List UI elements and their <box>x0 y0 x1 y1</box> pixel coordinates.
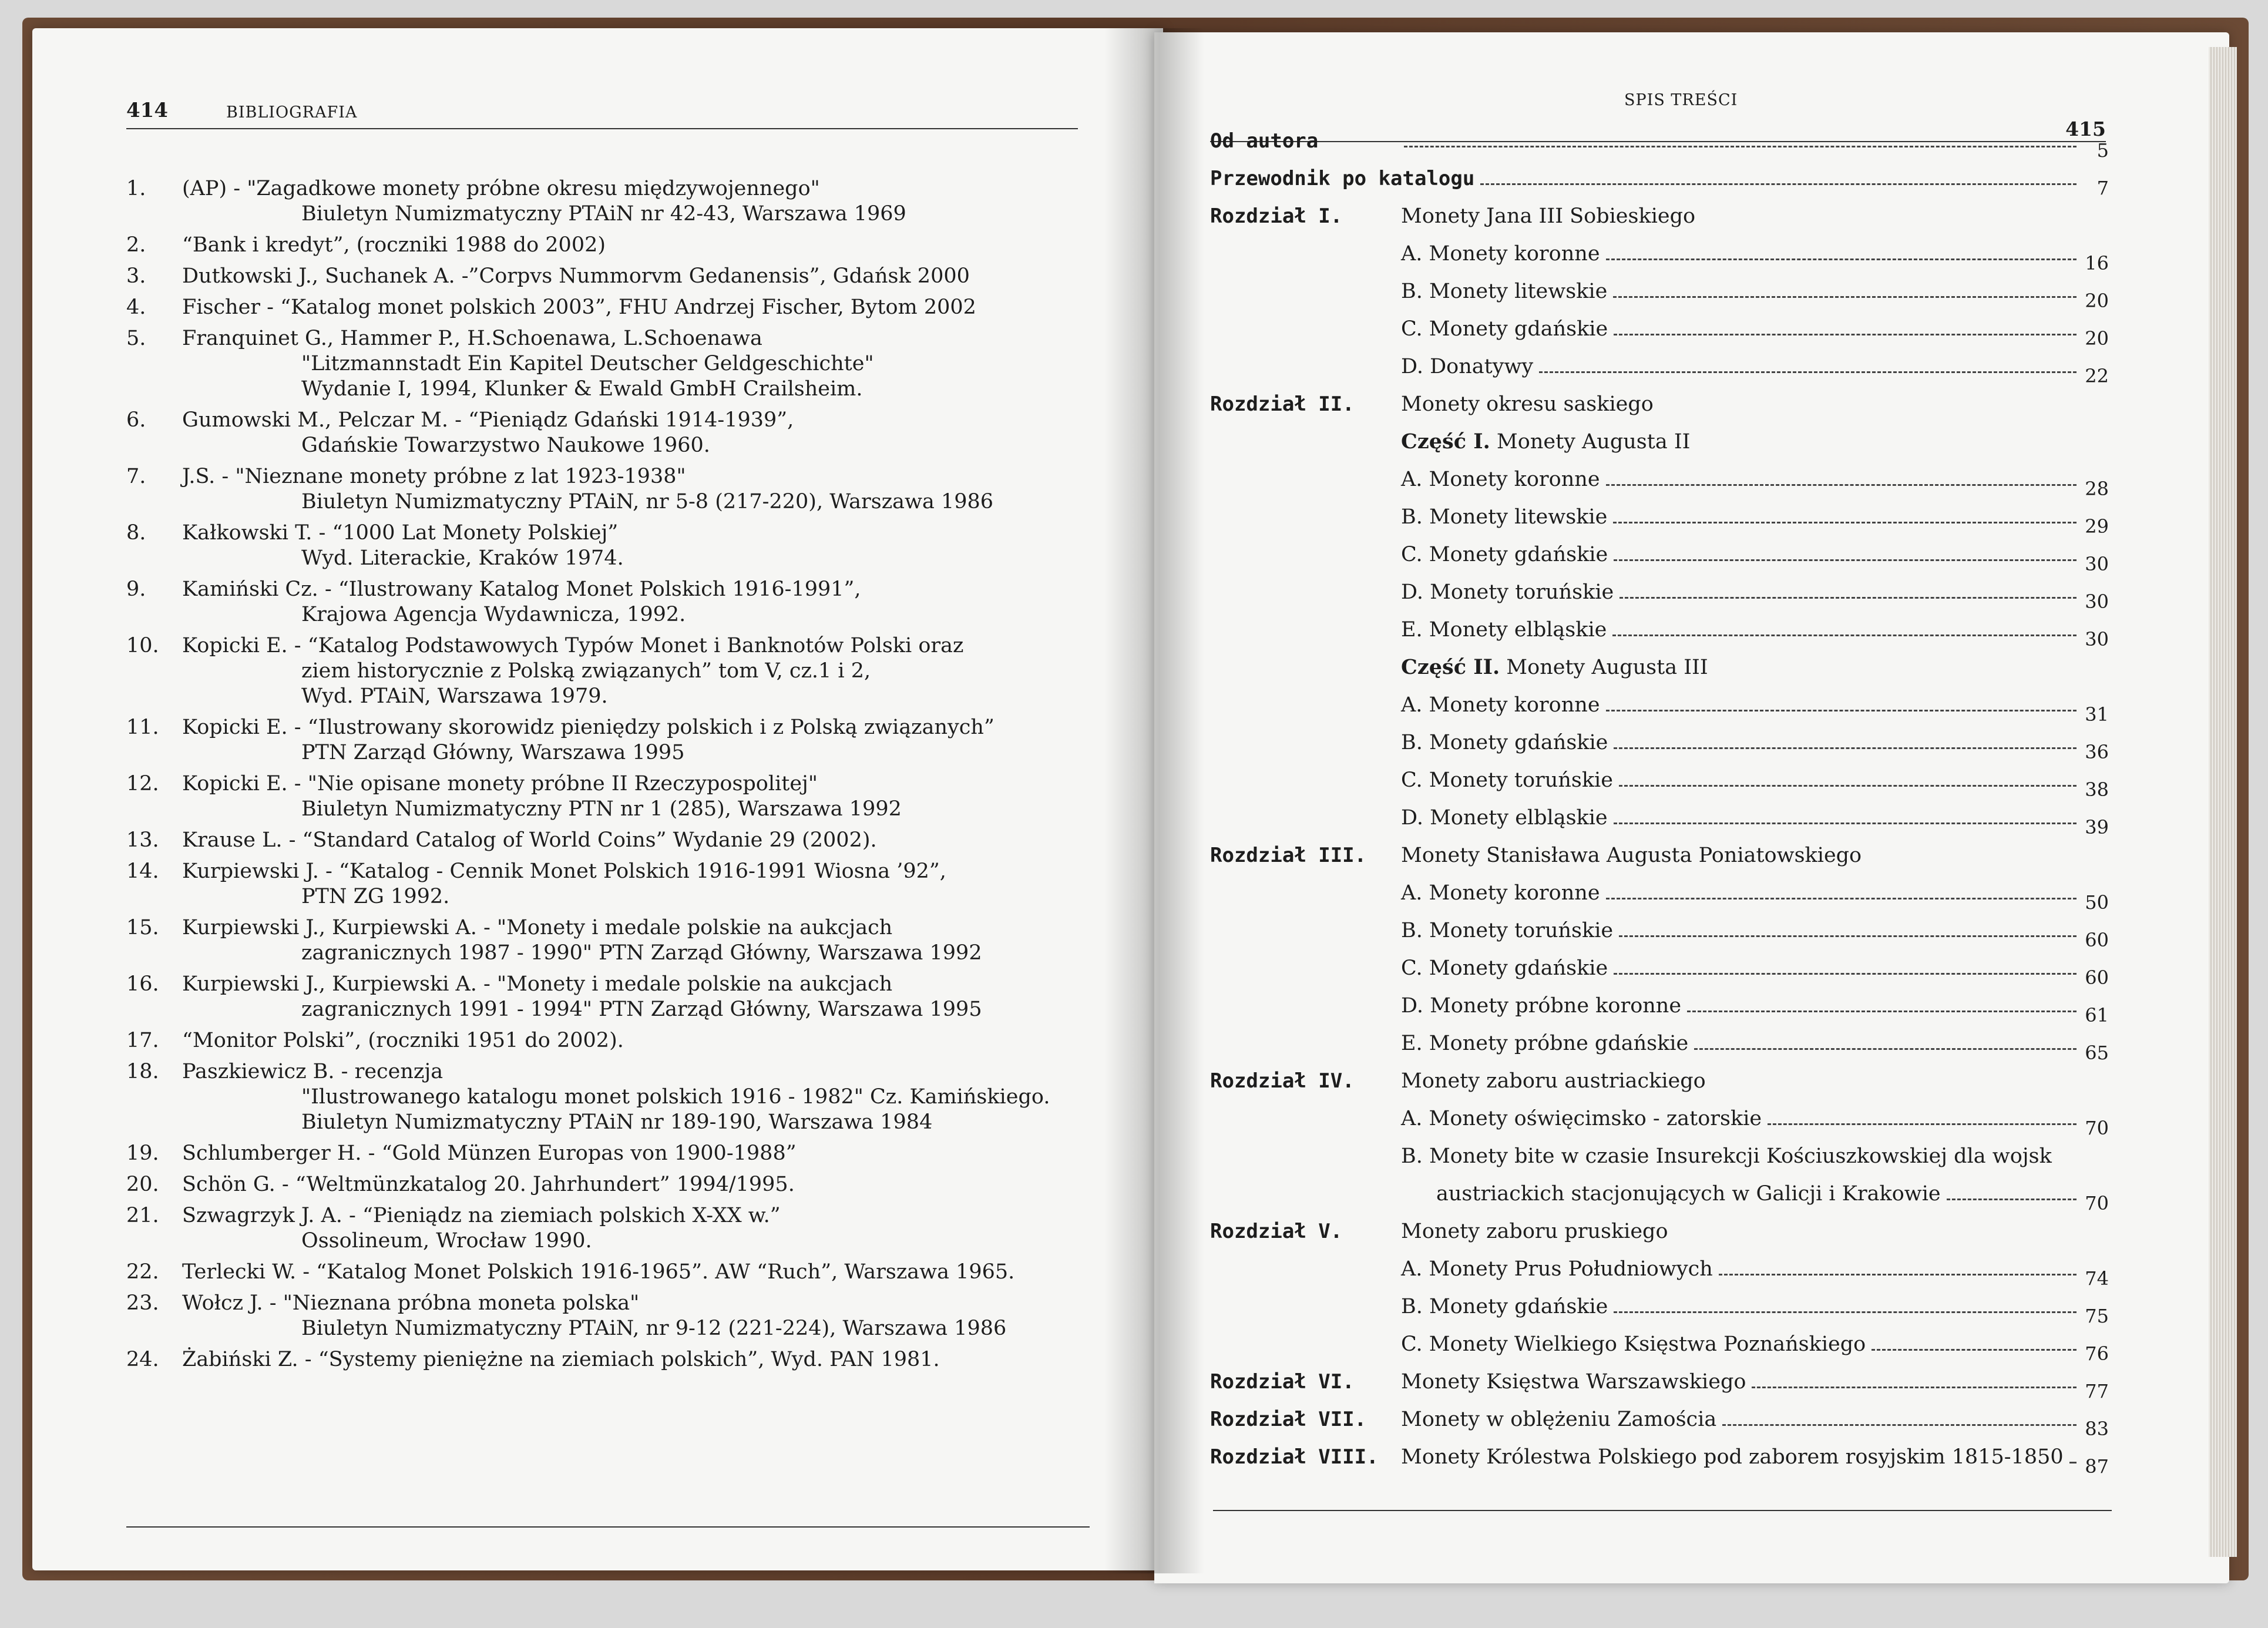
toc-row <box>1210 837 2109 874</box>
toc-row <box>1210 686 2109 724</box>
toc-entry-text <box>1401 1137 2052 1175</box>
toc-dot-leader <box>2069 1462 2077 1463</box>
entry-text: J.S. - "Nieznane monety próbne z lat 1923-1938" <box>182 465 686 488</box>
bibliography-entry <box>126 972 1096 1022</box>
toc-row <box>1210 761 2109 799</box>
toc-chapter-label: Rozdział II. <box>1210 392 1355 416</box>
bibliography-entry <box>126 1028 1096 1053</box>
toc-chapter-label: Rozdział VIII. <box>1210 1445 1379 1469</box>
toc-page-number: 87 <box>2085 1455 2109 1478</box>
toc-entry-text <box>1401 987 1681 1025</box>
bibliography-entry <box>126 915 1096 966</box>
toc-dot-leader <box>1947 1199 2077 1200</box>
toc-entry-title: B. Monety toruńskie <box>1401 919 1614 942</box>
toc-entry-title: A. Monety koronne <box>1401 468 1600 491</box>
toc-row <box>1210 1438 2109 1476</box>
toc-row <box>1210 461 2109 498</box>
toc-part-label: Część II. <box>1401 655 1500 679</box>
toc-row <box>1210 423 2109 461</box>
entry-text-continued: Biuletyn Numizmatyczny PTAiN, nr 5-8 (217-220), Warszawa 1986 <box>301 490 994 513</box>
toc-entry-title: A. Monety Prus Południowych <box>1401 1257 1713 1281</box>
toc-page-number: 29 <box>2085 515 2109 538</box>
toc-dot-leader <box>1719 1274 2077 1275</box>
toc-entry-title: Monety Jana III Sobieskiego <box>1401 204 1696 228</box>
toc-entry-title: Monety okresu saskiego <box>1401 392 1654 416</box>
toc-entry-text <box>1401 949 1608 987</box>
toc-entry-title: Monety Augusta II <box>1496 430 1691 454</box>
bibliography-entry <box>126 233 1096 258</box>
toc-dot-leader <box>1619 785 2077 787</box>
toc-entry-title: B. Monety gdańskie <box>1401 1295 1608 1318</box>
toc-entry-title: D. Monety próbne koronne <box>1401 994 1682 1018</box>
toc-entry-text <box>1401 573 1614 611</box>
entry-number: 9. <box>126 578 146 601</box>
toc-entry-title: D. Monety toruńskie <box>1401 580 1614 604</box>
entry-text-continued: Gdańskie Towarzystwo Naukowe 1960. <box>301 434 710 457</box>
bibliography-entry <box>126 176 1096 227</box>
toc-dot-leader <box>1613 522 2077 523</box>
toc-row <box>1210 649 2109 686</box>
toc-dot-leader <box>1606 259 2077 260</box>
entry-text-continued: Wyd. Literackie, Kraków 1974. <box>301 546 624 570</box>
toc-dot-leader <box>1687 1011 2077 1012</box>
toc-entry-title: E. Monety próbne gdańskie <box>1401 1032 1689 1055</box>
toc-dot-leader <box>1752 1387 2077 1388</box>
entry-text-continued: ziem historycznie z Polską związanych” tom V, cz.1 i 2, <box>301 659 871 683</box>
toc-row <box>1210 385 2109 423</box>
toc-entry-title: Monety Augusta III <box>1506 656 1708 679</box>
right-page-number: 415 <box>2065 118 2106 140</box>
entry-text: Schön G. - “Weltmünzkatalog 20. Jahrhundert” 1994/1995. <box>182 1173 795 1196</box>
toc-page-number: 60 <box>2085 966 2109 989</box>
entry-text: “Monitor Polski”, (roczniki 1951 do 2002). <box>182 1029 624 1052</box>
toc-part-label: Część I. <box>1401 429 1490 454</box>
toc-entry-title: C. Monety Wielkiego Księstwa Poznańskiego <box>1401 1332 1866 1356</box>
right-page-title: SPIS TREŚCI <box>1624 91 1738 109</box>
toc-page-number: 70 <box>2085 1192 2109 1214</box>
toc-page-number: 16 <box>2085 252 2109 274</box>
toc-page-number: 36 <box>2085 741 2109 763</box>
toc-entry-title: A. Monety koronne <box>1401 693 1600 717</box>
toc-dot-leader <box>1480 183 2077 185</box>
toc-dot-leader <box>1613 296 2077 298</box>
entry-text: Szwagrzyk J. A. - “Pieniądz na ziemiach polskich X-XX w.” <box>182 1204 781 1227</box>
toc-page-number: 30 <box>2085 590 2109 613</box>
entry-number: 10. <box>126 634 159 657</box>
toc-row <box>1210 573 2109 611</box>
toc-entry-text <box>1401 837 1862 874</box>
toc-row <box>1210 1363 2109 1401</box>
entry-text: Gumowski M., Pelczar M. - “Pieniądz Gdański 1914-1939”, <box>182 408 794 432</box>
toc-dot-leader <box>1722 1424 2077 1426</box>
toc-dot-leader <box>1614 559 2077 561</box>
entry-number: 5. <box>126 327 146 350</box>
entry-text-continued: Biuletyn Numizmatyczny PTAiN nr 189-190, Warszawa 1984 <box>301 1110 933 1134</box>
toc-chapter-label: Rozdział I. <box>1210 204 1343 228</box>
entry-number: 7. <box>126 465 146 488</box>
toc-page-number: 70 <box>2085 1117 2109 1139</box>
left-footer-rule <box>126 1526 1090 1528</box>
toc-entry-title: Monety Królestwa Polskiego pod zaborem rosyjskim 1815-1850 <box>1401 1445 2064 1469</box>
toc-dot-leader <box>1612 635 2077 636</box>
toc-dot-leader <box>1614 973 2077 975</box>
toc-page-number: 38 <box>2085 778 2109 801</box>
toc-entry-title: E. Monety elbląskie <box>1401 618 1607 642</box>
toc-chapter-label: Rozdział VI. <box>1210 1370 1355 1394</box>
toc-entry-title: B. Monety gdańskie <box>1401 731 1608 754</box>
entry-text: Kałkowski T. - “1000 Lat Monety Polskiej” <box>182 521 619 545</box>
entry-number: 1. <box>126 177 146 200</box>
bibliography-list <box>126 176 1096 1378</box>
toc-row <box>1210 1062 2109 1100</box>
toc-dot-leader <box>1614 823 2077 824</box>
entry-text-continued: Ossolineum, Wrocław 1990. <box>301 1229 592 1253</box>
left-page-header <box>126 99 1078 129</box>
entry-number: 17. <box>126 1029 159 1052</box>
bibliography-entry <box>126 577 1096 627</box>
entry-text: Fischer - “Katalog monet polskich 2003”, FHU Andrzej Fischer, Bytom 2002 <box>182 296 976 319</box>
toc-entry-text <box>1401 310 1608 348</box>
toc-dot-leader <box>1404 146 2077 147</box>
entry-number: 4. <box>126 296 146 319</box>
toc-dot-leader <box>1768 1123 2077 1125</box>
toc-entry-title: A. Monety oświęcimsko - zatorskie <box>1401 1107 1762 1130</box>
toc-row <box>1210 1401 2109 1438</box>
toc-entry-text <box>1401 1325 1866 1363</box>
toc-chapter-label: Rozdział III. <box>1210 844 1367 867</box>
entry-text-continued: Wyd. PTAiN, Warszawa 1979. <box>301 684 608 708</box>
toc-entry-text <box>1401 686 1600 724</box>
entry-text-continued: "Litzmannstadt Ein Kapitel Deutscher Geldgeschichte" <box>301 352 874 375</box>
toc-page-number: 61 <box>2085 1004 2109 1026</box>
toc-entry-text <box>1401 649 1708 686</box>
toc-dot-leader <box>1614 334 2077 335</box>
toc-chapter-label: Rozdział IV. <box>1210 1069 1355 1093</box>
toc-dot-leader <box>1606 898 2077 899</box>
entry-number: 18. <box>126 1060 159 1083</box>
bibliography-entry <box>126 521 1096 571</box>
toc-page-number: 76 <box>2085 1342 2109 1365</box>
toc-entry-title: B. Monety litewskie <box>1401 280 1608 303</box>
entry-text: Paszkiewicz B. - recenzja <box>182 1060 443 1083</box>
bibliography-entry <box>126 1141 1096 1166</box>
toc-entry-title: Monety zaboru austriackiego <box>1401 1069 1706 1093</box>
toc-entry-text <box>1401 1025 1688 1062</box>
bibliography-entry <box>126 828 1096 853</box>
toc-row <box>1210 498 2109 536</box>
toc-dot-leader <box>1606 710 2077 711</box>
toc-dot-leader <box>1871 1349 2077 1351</box>
toc-page-number: 83 <box>2085 1418 2109 1440</box>
entry-text: (AP) - "Zagadkowe monety próbne okresu międzywojennego" <box>182 177 820 200</box>
toc-page-number: 20 <box>2085 327 2109 350</box>
bibliography-entry <box>126 1291 1096 1341</box>
left-page-number: 414 <box>126 99 168 122</box>
bibliography-entry <box>126 633 1096 709</box>
entry-text-continued: Biuletyn Numizmatyczny PTAiN, nr 9-12 (221-224), Warszawa 1986 <box>301 1317 1007 1340</box>
toc-entry-text <box>1401 235 1600 273</box>
bibliography-entry <box>126 464 1096 515</box>
entry-text: Wołcz J. - "Nieznana próbna moneta polska" <box>182 1291 640 1315</box>
entry-number: 19. <box>126 1142 159 1165</box>
bibliography-entry <box>126 1203 1096 1254</box>
toc-entry-text <box>1401 498 1607 536</box>
toc-row <box>1210 912 2109 949</box>
page-edges <box>2209 47 2237 1557</box>
bibliography-entry <box>126 264 1096 289</box>
toc-chapter-label: Od autora <box>1210 129 1319 153</box>
entry-text: Kurpiewski J., Kurpiewski A. - "Monety i medale polskie na aukcjach <box>182 972 893 996</box>
toc-entry-title: C. Monety toruńskie <box>1401 768 1613 792</box>
toc-entry-title: C. Monety gdańskie <box>1401 317 1608 341</box>
toc-row <box>1210 987 2109 1025</box>
entry-number: 2. <box>126 233 146 257</box>
toc-row <box>1210 160 2109 197</box>
toc-entry-title: Monety zaboru pruskiego <box>1401 1220 1668 1243</box>
entry-text-continued: Krajowa Agencja Wydawnicza, 1992. <box>301 603 686 626</box>
entry-number: 12. <box>126 772 159 795</box>
entry-text-continued: "Ilustrowanego katalogu monet polskich 1916 - 1982" Cz. Kamińskiego. <box>301 1085 1050 1109</box>
entry-number: 11. <box>126 716 159 739</box>
toc-row <box>1210 724 2109 761</box>
entry-text-continued: Biuletyn Numizmatyczny PTN nr 1 (285), Warszawa 1992 <box>301 797 902 821</box>
book-gutter <box>1104 28 1204 1573</box>
entry-text: Kurpiewski J., Kurpiewski A. - "Monety i medale polskie na aukcjach <box>182 916 893 939</box>
entry-text: Dutkowski J., Suchanek A. -”Corpvs Nummorvm Gedanensis”, Gdańsk 2000 <box>182 264 970 288</box>
toc-entry-text <box>1401 273 1607 310</box>
entry-number: 22. <box>126 1260 159 1284</box>
toc-page-number: 74 <box>2085 1267 2109 1290</box>
entry-text: Terlecki W. - “Katalog Monet Polskich 1916-1965”. AW “Ruch”, Warszawa 1965. <box>182 1260 1015 1284</box>
toc-dot-leader <box>1606 484 2077 486</box>
toc-entry-text <box>1401 423 1690 461</box>
entry-text-continued: Wydanie I, 1994, Klunker & Ewald GmbH Crailsheim. <box>301 377 863 401</box>
toc-row <box>1210 1325 2109 1363</box>
toc-entry-text <box>1401 611 1607 649</box>
toc-page-number: 65 <box>2085 1042 2109 1064</box>
bibliography-entry <box>126 1260 1096 1285</box>
toc-entry-title: Monety w oblężeniu Zamościa <box>1401 1408 1717 1431</box>
entry-text: Kopicki E. - “Katalog Podstawowych Typów Monet i Banknotów Polski oraz <box>182 634 964 657</box>
toc-dot-leader <box>1694 1048 2077 1050</box>
table-of-contents <box>1210 122 2109 1476</box>
toc-entry-text <box>1401 761 1613 799</box>
bibliography-entry <box>126 1172 1096 1197</box>
entry-text: “Bank i kredyt”, (roczniki 1988 do 2002) <box>182 233 606 257</box>
bibliography-entry <box>126 326 1096 402</box>
left-page-title: BIBLIOGRAFIA <box>226 103 358 122</box>
entry-number: 15. <box>126 916 159 939</box>
bibliography-entry <box>126 859 1096 909</box>
toc-dot-leader <box>1614 1311 2077 1313</box>
entry-text: Kopicki E. - "Nie opisane monety próbne II Rzeczypospolitej" <box>182 772 818 795</box>
toc-page-number: 75 <box>2085 1305 2109 1327</box>
entry-text: Schlumberger H. - “Gold Münzen Europas von 1900-1988” <box>182 1142 797 1165</box>
toc-page-number: 60 <box>2085 929 2109 951</box>
toc-row <box>1210 1137 2109 1175</box>
entry-number: 21. <box>126 1204 159 1227</box>
entry-text-continued: PTN Zarząd Główny, Warszawa 1995 <box>301 741 685 764</box>
entry-number: 6. <box>126 408 146 432</box>
bibliography-entry <box>126 408 1096 458</box>
entry-text-continued: PTN ZG 1992. <box>301 885 450 908</box>
toc-row <box>1210 235 2109 273</box>
toc-entry-text <box>1401 1250 1713 1288</box>
toc-entry-text <box>1401 1438 2064 1476</box>
toc-page-number: 50 <box>2085 891 2109 914</box>
toc-chapter-label: Przewodnik po katalogu <box>1210 167 1475 190</box>
toc-row <box>1210 273 2109 310</box>
toc-chapter-label: Rozdział VII. <box>1210 1408 1367 1431</box>
toc-entry-text <box>1401 874 1600 912</box>
toc-page-number: 7 <box>2096 177 2109 199</box>
right-footer-rule <box>1213 1510 2112 1511</box>
toc-entry-title: A. Monety koronne <box>1401 881 1600 905</box>
toc-dot-leader <box>1619 935 2077 937</box>
entry-number: 3. <box>126 264 146 288</box>
toc-entry-text <box>1401 348 1533 385</box>
toc-page-number: 31 <box>2085 703 2109 726</box>
toc-row <box>1210 122 2109 160</box>
toc-entry-title: B. Monety bite w czasie Insurekcji Kościuszkowskiej dla wojsk <box>1401 1144 2052 1168</box>
toc-entry-title: C. Monety gdańskie <box>1401 543 1608 566</box>
toc-row <box>1210 1213 2109 1250</box>
toc-entry-title: B. Monety litewskie <box>1401 505 1608 529</box>
toc-entry-text <box>1401 799 1608 837</box>
entry-number: 14. <box>126 860 159 883</box>
toc-entry-text <box>1401 1363 1746 1401</box>
toc-page-number: 77 <box>2085 1380 2109 1402</box>
toc-row <box>1210 348 2109 385</box>
toc-entry-text <box>1401 385 1654 423</box>
toc-entry-text <box>1401 1062 1706 1100</box>
toc-entry-text <box>1401 912 1613 949</box>
toc-entry-title: austriackich stacjonujących w Galicji i Krakowie <box>1436 1182 1941 1206</box>
toc-entry-title: A. Monety koronne <box>1401 242 1600 266</box>
toc-row <box>1210 310 2109 348</box>
entry-text-continued: Biuletyn Numizmatyczny PTAiN nr 42-43, Warszawa 1969 <box>301 202 906 226</box>
entry-text: Kamiński Cz. - “Ilustrowany Katalog Monet Polskich 1916-1991”, <box>182 578 861 601</box>
entry-number: 24. <box>126 1348 159 1371</box>
toc-page-number: 30 <box>2085 628 2109 650</box>
entry-number: 23. <box>126 1291 159 1315</box>
entry-text-continued: zagranicznych 1991 - 1994" PTN Zarząd Główny, Warszawa 1995 <box>301 998 982 1021</box>
toc-entry-text <box>1436 1175 1941 1213</box>
toc-dot-leader <box>1619 597 2077 599</box>
toc-row <box>1210 197 2109 235</box>
entry-text: Kopicki E. - “Ilustrowany skorowidz pieniędzy polskich i z Polską związanych” <box>182 716 994 739</box>
toc-entry-title: C. Monety gdańskie <box>1401 956 1608 980</box>
toc-entry-title: D. Donatywy <box>1401 355 1534 378</box>
toc-row <box>1210 1175 2109 1213</box>
bibliography-entry <box>126 1347 1096 1372</box>
bibliography-entry <box>126 715 1096 766</box>
toc-entry-text <box>1401 724 1608 761</box>
toc-entry-text <box>1401 1213 1668 1250</box>
toc-page-number: 28 <box>2085 478 2109 500</box>
entry-text: Kurpiewski J. - “Katalog - Cennik Monet Polskich 1916-1991 Wiosna ’92”, <box>182 860 946 883</box>
entry-text: Krause L. - “Standard Catalog of World Coins” Wydanie 29 (2002). <box>182 828 877 852</box>
toc-entry-title: D. Monety elbląskie <box>1401 806 1608 830</box>
toc-row <box>1210 536 2109 573</box>
entry-number: 13. <box>126 828 159 852</box>
toc-row <box>1210 874 2109 912</box>
toc-page-number: 5 <box>2096 139 2109 162</box>
toc-row <box>1210 1250 2109 1288</box>
toc-dot-leader <box>1614 747 2077 749</box>
entry-text: Franquinet G., Hammer P., H.Schoenawa, L.Schoenawa <box>182 327 762 350</box>
entry-number: 20. <box>126 1173 159 1196</box>
bibliography-entry <box>126 771 1096 822</box>
entry-number: 16. <box>126 972 159 996</box>
toc-chapter-label: Rozdział V. <box>1210 1220 1343 1243</box>
toc-row <box>1210 611 2109 649</box>
toc-page-number: 39 <box>2085 816 2109 838</box>
toc-row <box>1210 1025 2109 1062</box>
entry-text-continued: zagranicznych 1987 - 1990" PTN Zarząd Główny, Warszawa 1992 <box>301 941 982 965</box>
toc-row <box>1210 799 2109 837</box>
toc-entry-text <box>1401 1401 1716 1438</box>
toc-entry-title: Monety Stanisława Augusta Poniatowskiego <box>1401 844 1862 867</box>
toc-row <box>1210 1288 2109 1325</box>
entry-number: 8. <box>126 521 146 545</box>
toc-entry-text <box>1401 197 1695 235</box>
bibliography-entry <box>126 295 1096 320</box>
toc-page-number: 30 <box>2085 553 2109 575</box>
toc-dot-leader <box>1539 371 2077 373</box>
toc-row <box>1210 1100 2109 1137</box>
toc-entry-text <box>1401 461 1600 498</box>
toc-page-number: 22 <box>2085 365 2109 387</box>
toc-page-number: 20 <box>2085 290 2109 312</box>
entry-text: Żabiński Z. - “Systemy pieniężne na ziemiach polskich”, Wyd. PAN 1981. <box>182 1348 940 1371</box>
toc-row <box>1210 949 2109 987</box>
toc-entry-title: Monety Księstwa Warszawskiego <box>1401 1370 1746 1394</box>
toc-entry-text <box>1401 1288 1608 1325</box>
bibliography-entry <box>126 1059 1096 1135</box>
toc-entry-text <box>1401 1100 1762 1137</box>
toc-entry-text <box>1401 536 1608 573</box>
